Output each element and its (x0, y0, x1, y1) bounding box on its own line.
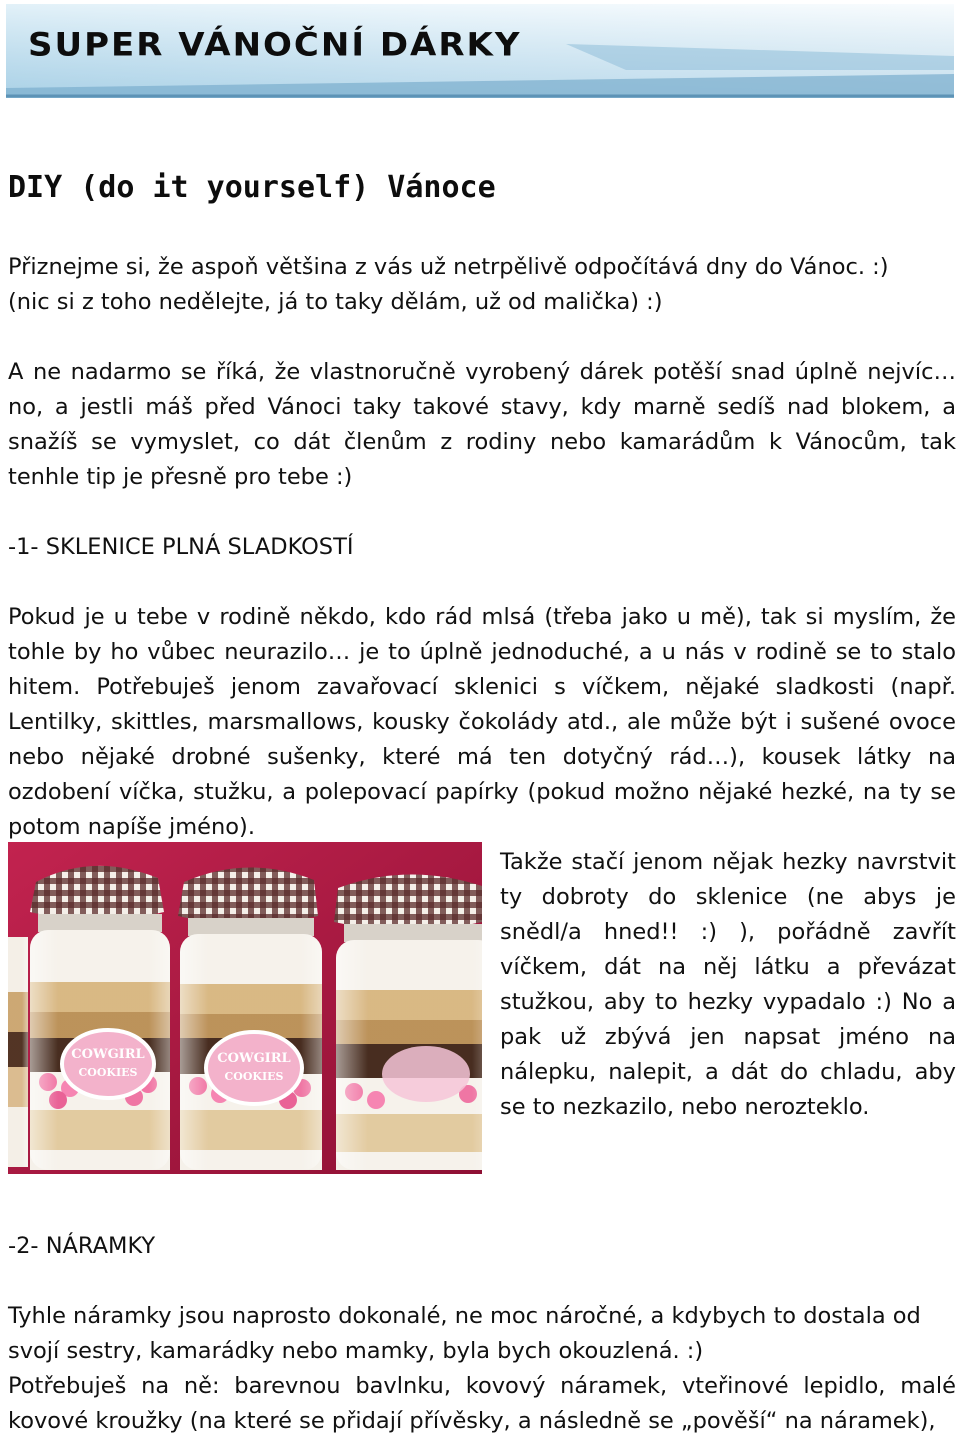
jar-two-label-line1: COWGIRL (217, 1051, 291, 1066)
section-2-title: -2- NÁRAMKY (8, 1233, 156, 1259)
jar-two (178, 867, 322, 1170)
motivation-paragraph: A ne nadarmo se říká, že vlastnoručně vyrobený dárek potěší snad úplně nejvíc… no, a jestli máš před Vánoci taky takové stavy, kdy marně sedíš nad blokem, a snažíš se vymyslet, co dát členům z rodiny nebo kamarádům k Vánocům, tak tenhle tip je přesně pro tebe :) (8, 359, 956, 490)
jar-one-label-line2: COOKIES (78, 1066, 138, 1079)
banner-title: SUPER VÁNOČNÍ DÁRKY (28, 26, 522, 64)
jar-left-partial (8, 937, 28, 1167)
cookie-jars-illustration (8, 842, 482, 1174)
title-banner (6, 4, 954, 98)
intro-paragraph (8, 250, 956, 320)
jar-one (30, 866, 170, 1170)
section-2-body (8, 1299, 956, 1369)
intro-line: (nic si z toho nedělejte, já to taky dělám, už od malička) :) (8, 289, 663, 315)
jar-three (334, 874, 482, 1170)
jar-two-label-line2: COOKIES (224, 1070, 284, 1083)
section-1-title: -1- SKLENICE PLNÁ SLADKOSTÍ (8, 534, 354, 560)
cookie-jars-photo (8, 842, 482, 1174)
jar-one-label-line1: COWGIRL (71, 1047, 145, 1062)
section-2-line: svojí sestry, kamarádky nebo mamky, byla bych okouzlená. :) (8, 1338, 704, 1364)
article-heading: DIY (do it yourself) Vánoce (8, 170, 496, 205)
section-1-side-text: Takže stačí jenom nějak hezky navrstvit ty dobroty do sklenice (ne abys je snědl/a hned!! :) ), pořádně zavřít víčkem, dát na něj látku a převázat stužkou, aby to hezky vypadalo :) No a pak už zbývá jen napsat jméno na nálepku, nalepit, a dát do chladu, aby se to nezkazilo, nebo nerozteklo. (500, 849, 956, 1120)
intro-line: Přiznejme si, že aspoň většina z vás už netrpělivě odpočítává dny do Vánoc. :) (8, 254, 889, 280)
section-2-line: Tyhle náramky jsou naprosto dokonalé, ne moc náročné, a kdybych to dostala od (8, 1303, 921, 1329)
section-1-body: Pokud je u tebe v rodině někdo, kdo rád mlsá (třeba jako u mě), tak si myslím, že tohle by ho vůbec neurazilo… je to úplně jednoduché, a u nás v rodině se to stalo hitem. Potřebuješ jenom zavařovací sklenici s víčkem, nějaké sladkosti (např. Lentilky, skittles, marsmallows, kousky čokolády atd., ale může být i sušené ovoce nebo nějaké drobné sušenky, které má ten dotyčný rád…), kousek látky na ozdobení víčka, stužku, a polepovací papírky (pokud možno nějaké hezké, na ty se potom napíše jméno). (8, 604, 956, 840)
section-2-materials: Potřebuješ na ně: barevnou bavlnku, kovový náramek, vteřinové lepidlo, malé kovové kroužky (na které se přidají přívěsky, a následně se „pověší“ na náramek), (8, 1373, 956, 1434)
